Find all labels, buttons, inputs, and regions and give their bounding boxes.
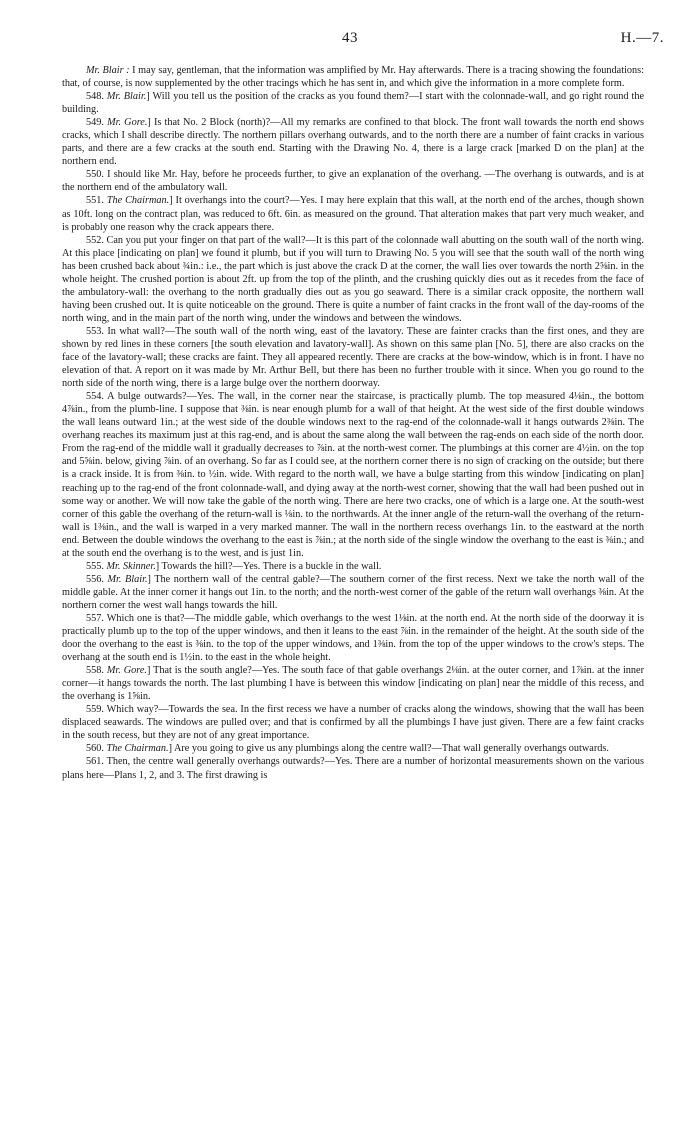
speaker-name: Mr. Gore.: [106, 665, 147, 677]
paragraph-text: 552. Can you put your finger on that part of the wall?—It is this part of the colonnade wall abutting on the south wall of the north wing. At this place [indicating on plan] we found it plumb, but if you will turn to Drawing No. 5 you will see that the south wall of the north wing has been crushed back about ¾in.: i.e., the part which is just above the crack D at the corner, the wall lies over towards the north 2⅝in. in the whole height. The crushed portion is about 2ft. up from the top of the plinth, and the crushing quickly dies out as it recedes from the face of the ambulatory-wall: the overhang to the north gradually dies out as you go seaward. There is a similar crack opposite, the northern wall having been crushed out. It is quite noticeable on the ground. There is quite a number of faint cracks in the front wall of the day-rooms of the north wing, and in the main part of the north wing, under the windows and between the windows.: [62, 234, 644, 324]
paragraph: [62, 116, 644, 168]
paragraph: [62, 168, 644, 194]
question-number: 556.: [86, 573, 108, 585]
paragraph: [62, 703, 644, 742]
paragraph: [62, 742, 644, 755]
paragraph: [62, 234, 644, 325]
speaker-name: Mr. Blair.: [107, 573, 148, 585]
paragraph: [62, 612, 644, 664]
question-number: 551.: [86, 195, 107, 207]
speaker-name: Mr. Blair :: [86, 65, 130, 76]
paragraph: [62, 664, 644, 703]
paragraph: [62, 560, 644, 573]
paragraph: [62, 573, 644, 612]
paragraph-text: ] The northern wall of the central gable?—The southern corner of the first recess. Next we take the north wall of the middle gable. At the inner corner it hangs out 1in. to the north; and the north-west corner of the gable of the return wall overhangs ⅜in. At the northern corner the west wall hangs towards the hill.: [62, 573, 645, 611]
paragraph-text: ] Will you tell us the position of the cracks as you found them?—I start with the colonnade-wall, and go right round the building.: [62, 91, 645, 116]
paragraph: [62, 325, 644, 390]
speaker-name: The Chairman.: [106, 195, 170, 207]
paragraph-text: ] Are you going to give us any plumbings along the centre wall?—That wall generally overhangs outwards.: [168, 743, 609, 755]
paragraph-text: I may say, gentleman, that the information was amplified by Mr. Hay afterwards. There is a tracing showing the foundations: that, of course, is now supplemented by the other tracings which he has sent in, and which give the information in a more complete form.: [62, 65, 645, 90]
paragraph-text: 550. I should like Mr. Hay, before he proceeds further, to give an explanation of the overhang. —The overhang is outwards, and is at the northern end of the ambulatory wall.: [62, 169, 644, 194]
paragraph-text: 557. Which one is that?—The middle gable, which overhangs to the west 1⅛in. at the north end. At the north side of the doorway it is practically plumb up to the top of the upper windows, and then it leans to the east ⅞in. in the remainder of the height. At the south side of the door the overhang to the east is ⅜in. to the top of the upper windows, and 1⅜in. from the top of the upper windows to the crow's steps. The overhang at the south end is 1½in. to the east in the whole height.: [62, 612, 644, 664]
paragraph: [62, 90, 644, 116]
paragraph-text: 559. Which way?—Towards the sea. In the first recess we have a number of cracks along the windows, showing that the wall has been displaced seawards. The windows are pulled over; and that is confirmed by all the plumbings I have just given. There are a few faint cracks in the south recess, but they are not of any great importance.: [62, 704, 644, 742]
paragraph: [62, 390, 644, 560]
paragraph-text: ] Is that No. 2 Block (north)?—All my remarks are confined to that block. The front wall towards the north end shows cracks, which I shall describe directly. The northern pillars overhang outwards, and to the north there are a number of faint cracks in various parts, and there are a few cracks at the south end. Starting with the Drawing No. 4, there is a large crack [marked D on the plan] at the northern end.: [62, 117, 645, 168]
paragraph-text: ] Towards the hill?—Yes. There is a buckle in the wall.: [155, 560, 382, 572]
paragraph: [62, 64, 644, 90]
speaker-name: Mr. Blair.: [106, 91, 147, 103]
page-header: [0, 30, 700, 50]
speaker-name: The Chairman.: [106, 743, 169, 755]
paragraph: [62, 755, 644, 781]
speaker-name: Mr. Skinner.: [106, 560, 156, 572]
question-number: 558.: [86, 665, 107, 677]
paragraph-text: 561. Then, the centre wall generally overhangs outwards?—Yes. There are a number of horizontal measurements shown on the various plans here—Plans 1, 2, and 3. The first drawing is: [62, 756, 644, 781]
question-number: 560.: [86, 743, 107, 755]
paragraph: [62, 194, 644, 233]
document-reference: H.—7.: [620, 30, 664, 46]
paragraph-text: 553. In what wall?—The south wall of the north wing, east of the lavatory. These are fainter cracks than the first ones, and they are shown by red lines in these corners [the south elevation and lavatory-wall]. As shown on this same plan [No. 5], there are also cracks on the face of the lavatory-wall; these cracks are faint. They all appeared recently. There are cracks at the bow-window, which is in front. I have no elevation of that. A report on it was made by Mr. Arthur Bell, but there has been no further trouble with it since. When you go round to the north side of the north wing, there is a large bulge over the northern doorway.: [62, 325, 644, 390]
paragraph-text: 554. A bulge outwards?—Yes. The wall, in the corner near the staircase, is practically plumb. The top measured 4⅛in., the bottom 4⅞in., from the plumb-line. I suppose that ⅜in. is near enough plumb for a wall of that height. At the west side of the first double windows the wall leans outward 1in.; at the west side of the double windows next to the rag-end of the colonnade-wall it hangs outwards 2⅜in. The overhang reaches its maximum just at this rag-end, and is about the same along the wall between the rag-ends on each side of the north door. From the rag-end of the middle wall it gradually decreases to ⅞in. at the north-west corner. The plumbings at this corner are 4½in. on the top and 5⅝in. below, giving ⅞in. of an overhang. So far as I could see, at the northern corner there is no sign of cracking on the outside; but there is a crack inside. It is from ⅜in. to ½in. wide. With regard to the north wall, we have a bulge starting from this window [indicating on plan] reaching up to the rag-end of the front colonnade-wall, and dying away at the north-west corner, showing that the wall had been pushed out in some way or another. We will now take the gable of the north wing. There are here two cracks, one of which is a large one. At the south-west corner of this gable the overhang of the return-wall is ⅛in. to the northwards. At the inner angle of the return-wall the overhang of the return-wall is 1⅜in., and the wall is warped in a very marked manner. The wall in the northern recess overhangs 1in. to the eastward at the north end. Between the double windows the overhang to the east is ⅞in.; at the north side of the single window the overhang to the east is ⅜in.; and at the south end the overhang is to the west, and is just 1in.: [62, 391, 644, 559]
paragraph-text: ] It overhangs into the court?—Yes. I may here explain that this wall, at the north end of the arches, though shown as 10ft. long on the contract plan, was reduced to 6ft. 6in. as measured on the ground. That alteration makes that part very much weaker, and is probably one reason why the crack appears there.: [62, 195, 645, 233]
question-number: 555.: [86, 560, 107, 572]
question-number: 548.: [86, 91, 107, 103]
speaker-name: Mr. Gore.: [107, 117, 148, 129]
page-number: 43: [342, 30, 358, 46]
question-number: 549.: [86, 117, 108, 129]
transcript-body: [62, 64, 644, 782]
paragraph-text: ] That is the south angle?—Yes. The south face of that gable overhangs 2⅛in. at the outer corner, and 1⅞in. at the inner corner—it hangs towards the north. The last plumbing I have is between this window [indicating on plan] near the middle of this recess, and the overhang is 1⅝in.: [62, 665, 645, 703]
